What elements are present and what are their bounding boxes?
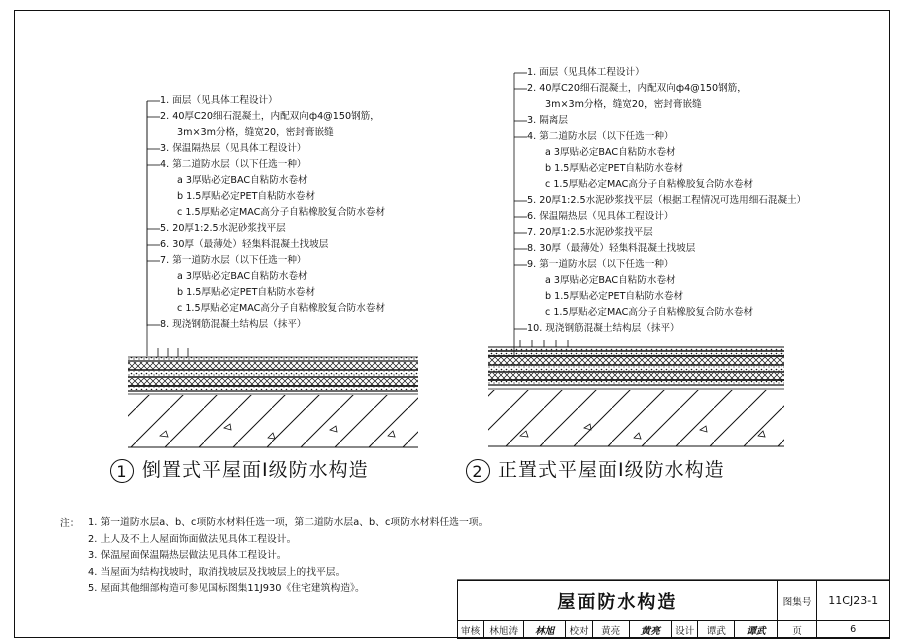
left-layer-2-cont: 3m×3m分格，缝宽20，密封膏嵌缝 — [177, 127, 334, 138]
check-name: 黄亮 — [592, 621, 629, 639]
right-layer-3: 3. 隔离层 — [527, 115, 568, 126]
right-caption — [466, 455, 725, 483]
right-layer-7: 7. 20厚1:2.5水泥砂浆找平层 — [527, 227, 653, 238]
sheet-title: 屋面防水构造 — [458, 581, 778, 621]
atlas-number: 11CJ23-1 — [817, 581, 890, 621]
left-layer-3: 3. 保温隔热层（见具体工程设计） — [160, 143, 307, 154]
left-caption-text: 倒置式平屋面I级防水构造 — [142, 459, 369, 481]
atlas-number-label: 图集号 — [777, 581, 817, 621]
right-layer-1: 1. 面层（见具体工程设计） — [527, 67, 645, 78]
right-layer-4: 4. 第二道防水层（以下任选一种） — [527, 131, 674, 142]
check-label: 校对 — [566, 621, 592, 639]
review-signature: 林旭 — [524, 621, 566, 639]
right-layer-6: 6. 保温隔热层（见具体工程设计） — [527, 211, 674, 222]
left-layer-4c: c 1.5厚贴必定MAC高分子自粘橡胶复合防水卷材 — [177, 207, 386, 218]
left-layer-6: 6. 30厚（最薄处）轻集料混凝土找坡层 — [160, 239, 329, 250]
design-signature: 谭武 — [735, 621, 777, 639]
note-4: 4. 当屋面为结构找坡时，取消找坡层及找坡层上的找平层。 — [88, 566, 346, 578]
left-layer-1: 1. 面层（见具体工程设计） — [160, 95, 278, 106]
review-label: 审核 — [458, 621, 484, 639]
right-layer-2-cont: 3m×3m分格，缝宽20，密封膏嵌缝 — [545, 99, 702, 110]
left-layer-5: 5. 20厚1:2.5水泥砂浆找平层 — [160, 223, 286, 234]
note-5: 5. 屋面其他细部构造可参见国标图集11J930《住宅建筑构造》。 — [88, 583, 365, 594]
right-caption-number: 2 — [466, 459, 490, 483]
review-name: 林旭涛 — [484, 621, 524, 639]
right-layer-9c: c 1.5厚贴必定MAC高分子自粘橡胶复合防水卷材 — [545, 307, 754, 318]
page-label: 页 — [777, 621, 817, 639]
note-2: 2. 上人及不上人屋面饰面做法见具体工程设计。 — [88, 533, 297, 545]
left-layer-2: 2. 40厚C20细石混凝土，内配双向ф4@150钢筋， — [160, 111, 380, 122]
left-caption — [110, 455, 369, 483]
note-1: 1. 第一道防水层a、b、c项防水材料任选一项，第二道防水层a、b、c项防水材料任选一项。 — [88, 517, 489, 528]
left-layer-7: 7. 第一道防水层（以下任选一种） — [160, 255, 307, 266]
left-layer-4: 4. 第二道防水层（以下任选一种） — [160, 159, 307, 170]
left-layer-4b: b 1.5厚贴必定PET自粘防水卷材 — [177, 191, 316, 202]
check-signature: 黄亮 — [629, 621, 671, 639]
notes — [88, 515, 488, 598]
left-layer-8: 8. 现浇钢筋混凝土结构层（抹平） — [160, 319, 307, 330]
right-layer-10: 10. 现浇钢筋混凝土结构层（抹平） — [527, 323, 680, 334]
left-layer-7b: b 1.5厚贴必定PET自粘防水卷材 — [177, 287, 316, 298]
left-layer-7c: c 1.5厚贴必定MAC高分子自粘橡胶复合防水卷材 — [177, 303, 386, 314]
design-name: 谭武 — [698, 621, 735, 639]
notes-heading: 注： — [60, 518, 80, 529]
right-layer-9b: b 1.5厚贴必定PET自粘防水卷材 — [545, 291, 684, 302]
page-number: 6 — [817, 621, 890, 639]
right-layer-4c: c 1.5厚贴必定MAC高分子自粘橡胶复合防水卷材 — [545, 179, 754, 190]
left-layer-4a: a 3厚贴必定BAC自粘防水卷材 — [177, 175, 308, 186]
right-layer-2: 2. 40厚C20细石混凝土，内配双向ф4@150钢筋， — [527, 83, 747, 94]
right-layer-4b: b 1.5厚贴必定PET自粘防水卷材 — [545, 163, 684, 174]
right-layer-9: 9. 第一道防水层（以下任选一种） — [527, 259, 674, 270]
right-layer-4a: a 3厚贴必定BAC自粘防水卷材 — [545, 147, 676, 158]
title-block — [457, 580, 890, 639]
design-label: 设计 — [672, 621, 698, 639]
note-3: 3. 保温屋面保温隔热层做法见具体工程设计。 — [88, 550, 287, 561]
left-caption-number: 1 — [110, 459, 134, 483]
left-layer-7a: a 3厚贴必定BAC自粘防水卷材 — [177, 271, 308, 282]
right-layer-5: 5. 20厚1:2.5水泥砂浆找平层（根据工程情况可选用细石混凝土） — [527, 195, 807, 206]
right-layer-9a: a 3厚贴必定BAC自粘防水卷材 — [545, 275, 676, 286]
right-layer-8: 8. 30厚（最薄处）轻集料混凝土找坡层 — [527, 243, 696, 254]
right-caption-text: 正置式平屋面I级防水构造 — [498, 459, 725, 481]
